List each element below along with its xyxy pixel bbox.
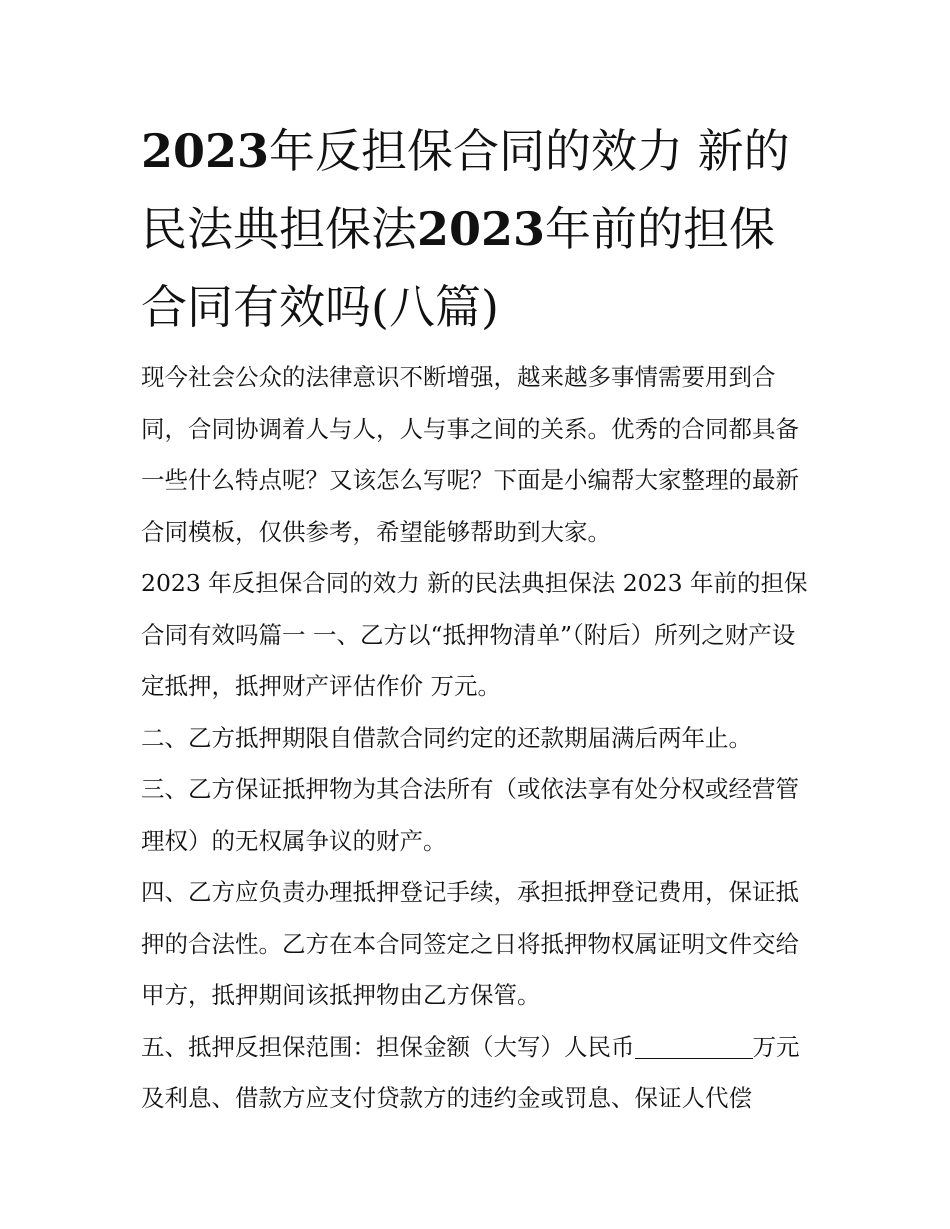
document-title: [141, 112, 813, 346]
clause-3: 三、乙方保证抵押物为其合法所有（或依法享有处分权或经营管理权）的无权属争议的财产。: [141, 775, 799, 855]
clause-5: [141, 1022, 813, 1125]
clause-5-after-blank: 万元及利息、借款方应支付贷款方的违约金或罚息、保证人代偿: [141, 1032, 800, 1112]
title-text-2: 年前的担保合同有效吗(八篇): [141, 202, 776, 334]
document-page: [141, 112, 813, 1125]
title-year-2: 2023: [417, 202, 546, 256]
clause-2: 二、乙方抵押期限自借款合同约定的还款期届满后两年止。: [141, 723, 752, 752]
intro-paragraph: 现今社会公众的法律意识不断增强，越来越多事情需要用到合同，合同协调着人与人，人与事之间的关系。优秀的合同都具备一些什么特点呢？又该怎么写呢？下面是小编帮大家整理的最新合同模板，仅供参考，希望能够帮助到大家。: [141, 363, 799, 546]
clause-5-before-blank: 五、抵押反担保范围：担保金额（大写）人民币: [141, 1032, 635, 1061]
title-text-1: 年反担保合同的效力 新的民法典担保法: [141, 124, 790, 256]
title-year-1: 2023: [141, 124, 270, 178]
section-heading-paragraph: 2023 年反担保合同的效力 新的民法典担保法 2023 年前的担保合同有效吗篇一 一、乙方以“抵押物清单”（附后）所列之财产设定抵押，抵押财产评估作价 万元。: [141, 569, 808, 700]
amount-blank-line: [635, 1034, 753, 1059]
clause-4: 四、乙方应负责办理抵押登记手续，承担抵押登记费用，保证抵押的合法性。乙方在本合同签定之日将抵押物权属证明文件交给甲方，抵押期间该抵押物由乙方保管。: [141, 878, 799, 1009]
